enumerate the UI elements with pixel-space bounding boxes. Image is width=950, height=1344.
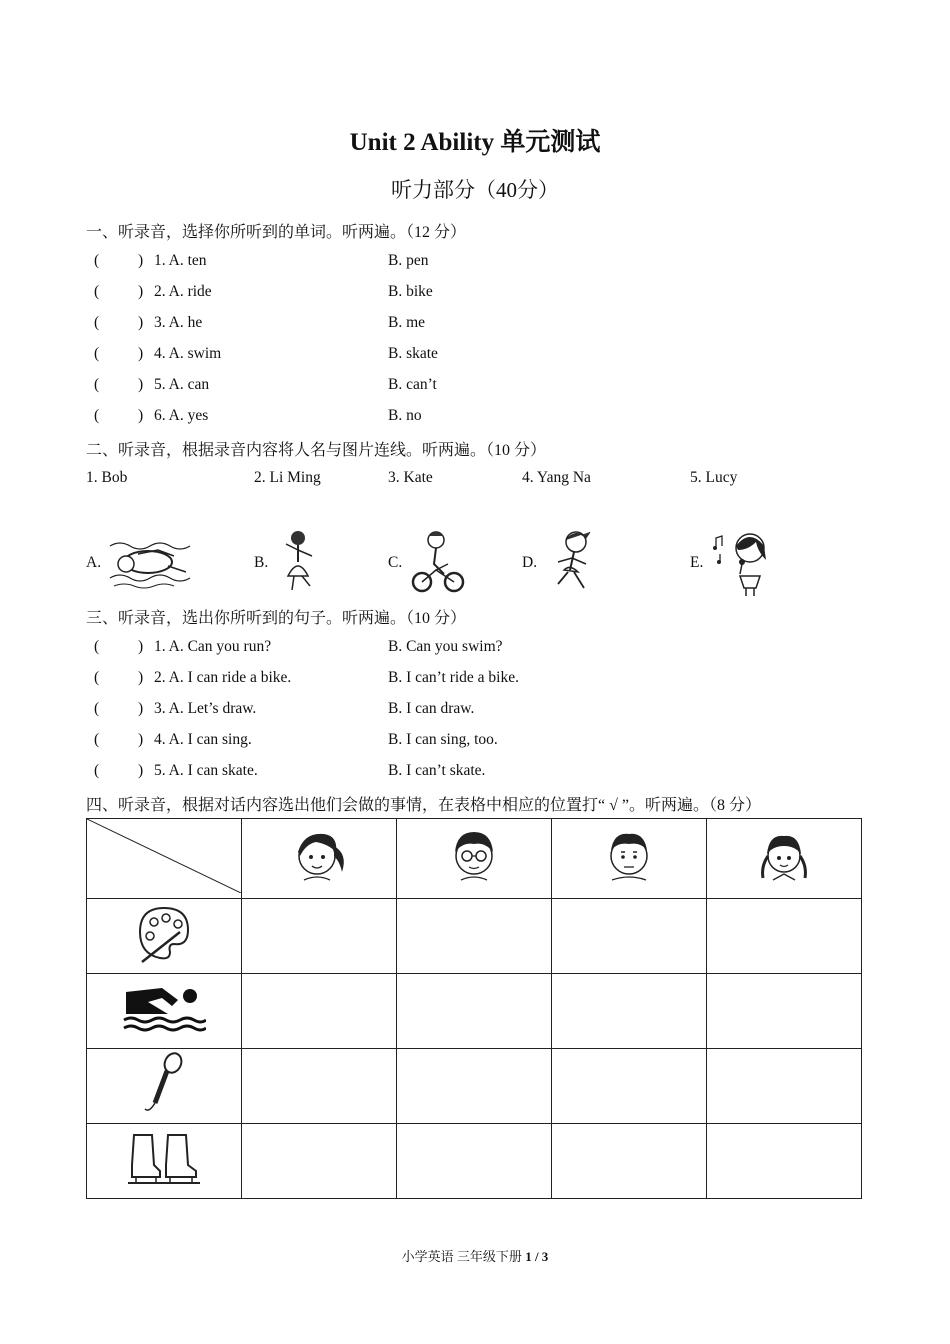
- answer-cell[interactable]: [707, 1049, 862, 1124]
- answer-blank-open[interactable]: (: [94, 731, 100, 748]
- boy-riding-bike-icon: [410, 526, 466, 598]
- question-row: ( ) 1. A. Can you run? B. Can you swim?: [94, 638, 503, 655]
- option-b: B. I can draw.: [388, 700, 475, 717]
- question-row: ( ) 3. A. Let’s draw. B. I can draw.: [94, 700, 475, 717]
- option-b: B. can’t: [388, 376, 437, 393]
- section2-heading: 二、听录音，根据录音内容将人名与图片连线。听两遍。（10 分）: [86, 442, 547, 459]
- person-header: [707, 819, 862, 899]
- answer-blank-open[interactable]: (: [94, 252, 100, 269]
- name-list: [86, 469, 866, 493]
- option-b: B. skate: [388, 345, 438, 362]
- answer-blank-open[interactable]: (: [94, 376, 100, 393]
- name-item: 1. Bob: [86, 469, 128, 486]
- corner-cell: [87, 819, 242, 899]
- option-b: B. bike: [388, 283, 433, 300]
- option-a: 4. A. swim: [154, 345, 222, 362]
- activity-header: [87, 974, 242, 1049]
- option-a: 5. A. I can skate.: [154, 762, 258, 779]
- option-a: 1. A. ten: [154, 252, 207, 269]
- dancing-girl-icon: [274, 526, 324, 598]
- answer-cell[interactable]: [707, 974, 862, 1049]
- girl-pigtails-icon: [749, 824, 819, 888]
- microphone-icon: [139, 1051, 189, 1117]
- answer-cell[interactable]: [397, 974, 552, 1049]
- question-row: ( ) 6. A. yes B. no: [94, 407, 422, 424]
- picture-list: A. B. C. D. E.: [86, 526, 866, 606]
- boy-glasses-icon: [439, 824, 509, 888]
- answer-cell[interactable]: [242, 974, 397, 1049]
- answer-cell[interactable]: [552, 974, 707, 1049]
- option-a: 6. A. yes: [154, 407, 209, 424]
- answer-table: [86, 818, 862, 1199]
- page-subtitle: 听力部分（40分）: [391, 178, 559, 202]
- running-girl-icon: [546, 526, 602, 598]
- option-b: B. I can sing, too.: [388, 731, 498, 748]
- person-header: [242, 819, 397, 899]
- answer-cell[interactable]: [552, 1124, 707, 1199]
- ice-skates-icon: [124, 1129, 204, 1189]
- option-b: B. no: [388, 407, 422, 424]
- girl-ponytail-icon: [284, 824, 354, 888]
- question-row: ( ) 5. A. can B. can’t: [94, 376, 437, 393]
- answer-cell[interactable]: [242, 1049, 397, 1124]
- section4-heading: 四、听录音，根据对话内容选出他们会做的事情，在表格中相应的位置打“ √ ”。听两遍。（8 分）: [86, 797, 761, 814]
- answer-blank-open[interactable]: (: [94, 283, 100, 300]
- option-b: B. Can you swim?: [388, 638, 503, 655]
- option-a: 3. A. he: [154, 314, 203, 331]
- activity-header: [87, 1124, 242, 1199]
- person-header: [397, 819, 552, 899]
- answer-cell[interactable]: [707, 899, 862, 974]
- page-title: Unit 2 Ability 单元测试: [349, 129, 601, 156]
- swimming-boy-icon: [108, 526, 194, 596]
- answer-cell[interactable]: [397, 899, 552, 974]
- page-footer: [0, 1246, 950, 1265]
- answer-blank-open[interactable]: (: [94, 700, 100, 717]
- question-row: ( ) 2. A. ride B. bike: [94, 283, 433, 300]
- activity-header: [87, 899, 242, 974]
- question-row: ( ) 2. A. I can ride a bike. B. I can’t ride a bike.: [94, 669, 519, 686]
- option-a: 2. A. I can ride a bike.: [154, 669, 292, 686]
- question-row: ( ) 1. A. ten B. pen: [94, 252, 429, 269]
- option-a: 2. A. ride: [154, 283, 212, 300]
- name-item: 3. Kate: [388, 469, 433, 486]
- answer-blank-open[interactable]: (: [94, 345, 100, 362]
- boy-icon: [594, 824, 664, 888]
- option-b: B. I can’t skate.: [388, 762, 486, 779]
- option-a: 5. A. can: [154, 376, 210, 393]
- answer-blank-open[interactable]: (: [94, 669, 100, 686]
- section3-heading: 三、听录音，选出你所听到的句子。听两遍。（10 分）: [86, 610, 467, 627]
- question-row: ( ) 4. A. swim B. skate: [94, 345, 438, 362]
- answer-blank-open[interactable]: (: [94, 762, 100, 779]
- name-item: 5. Lucy: [690, 469, 738, 486]
- answer-cell[interactable]: [242, 899, 397, 974]
- option-b: B. me: [388, 314, 426, 331]
- answer-blank-open[interactable]: (: [94, 407, 100, 424]
- swimmer-icon: [122, 984, 206, 1034]
- question-row: ( ) 3. A. he B. me: [94, 314, 426, 331]
- footer-text: 小学英语 三年级下册: [401, 1249, 526, 1264]
- answer-blank-open[interactable]: (: [94, 638, 100, 655]
- option-a: 4. A. I can sing.: [154, 731, 252, 748]
- option-b: B. I can’t ride a bike.: [388, 669, 519, 686]
- page-number: 1 / 3: [525, 1249, 549, 1264]
- answer-cell[interactable]: [552, 899, 707, 974]
- option-b: B. pen: [388, 252, 429, 269]
- option-a: 3. A. Let’s draw.: [154, 700, 257, 717]
- answer-cell[interactable]: [707, 1124, 862, 1199]
- person-header: [552, 819, 707, 899]
- name-item: 4. Yang Na: [522, 469, 591, 486]
- name-item: 2. Li Ming: [254, 469, 321, 486]
- activity-header: [87, 1049, 242, 1124]
- answer-cell[interactable]: [397, 1124, 552, 1199]
- option-a: 1. A. Can you run?: [154, 638, 272, 655]
- question-row: ( ) 5. A. I can skate. B. I can’t skate.: [94, 762, 486, 779]
- section1-heading: 一、听录音，选择你所听到的单词。听两遍。（12 分）: [86, 224, 467, 241]
- answer-cell[interactable]: [242, 1124, 397, 1199]
- answer-cell[interactable]: [397, 1049, 552, 1124]
- palette-icon: [134, 902, 194, 966]
- answer-blank-open[interactable]: (: [94, 314, 100, 331]
- answer-cell[interactable]: [552, 1049, 707, 1124]
- singing-girl-icon: [712, 526, 774, 598]
- question-row: ( ) 4. A. I can sing. B. I can sing, too.: [94, 731, 498, 748]
